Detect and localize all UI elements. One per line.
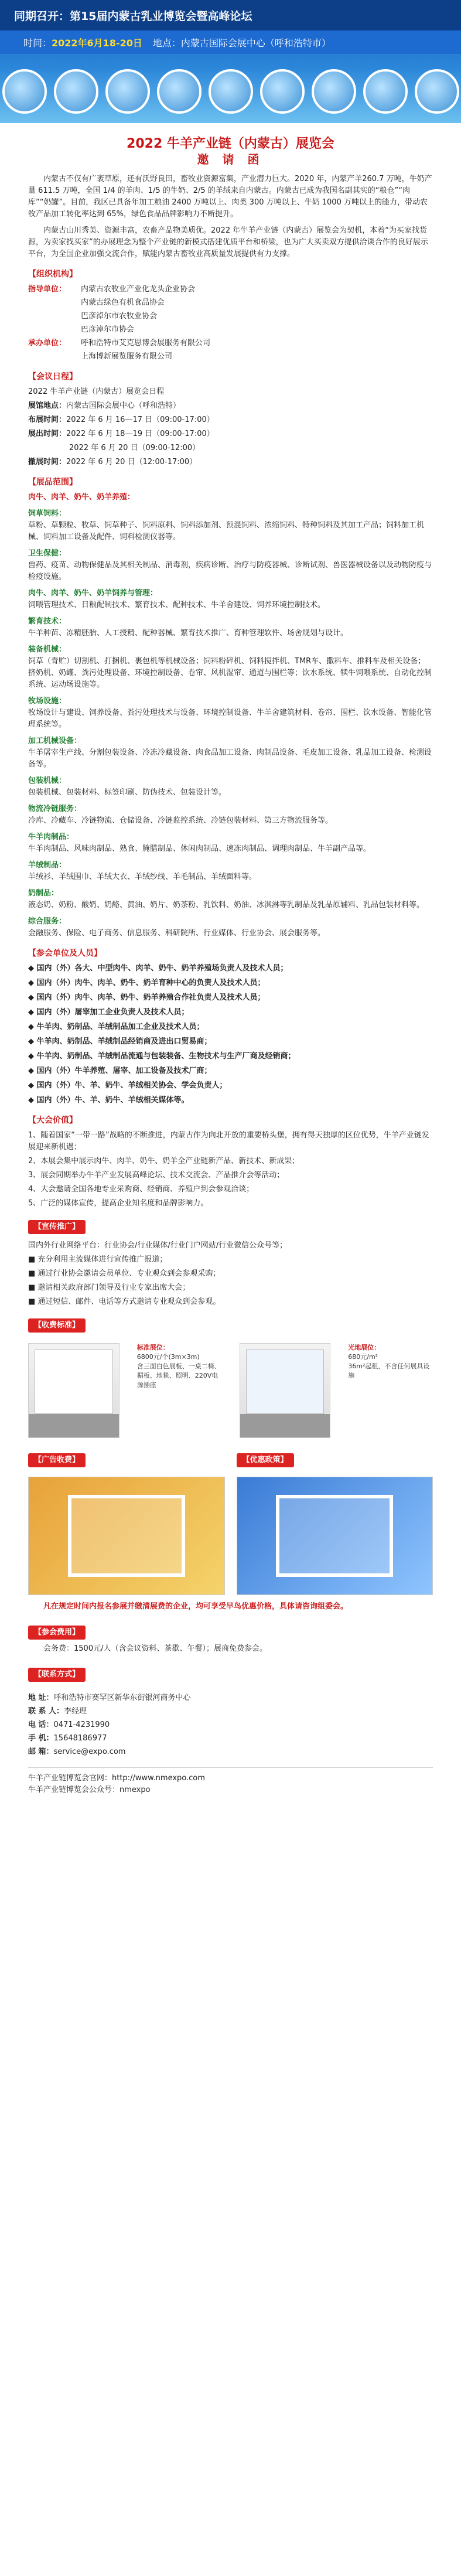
promo-item: ■ 通过短信、邮件、电话等方式邀请专业观众到会参观。 (28, 1297, 221, 1306)
banner-photo (260, 69, 305, 114)
booth-image (28, 1343, 119, 1438)
zone-title: 奶制品： (28, 889, 59, 898)
event-date: 2022年6月18-20日 (52, 37, 142, 49)
zone-text: 草粉、草颗粒、牧草、饲草种子、饲料原料、饲料添加剂、预混饲料、浓缩饲料、特种饲料及其加工产品；饲料加工机械、饲料加工设备及配件、饲料检测仪器等。 (28, 521, 425, 541)
schedule-value: 2022 年 6 月 18—19 日（09:00-17:00） (66, 430, 214, 438)
advantage-item: 4、大会邀请全国各地专业采购商、经销商、养殖户到会参观洽谈； (28, 1185, 254, 1194)
time-label: 时间： (23, 37, 52, 49)
schedule-row (28, 414, 433, 426)
section-title-ads: 【广告收费】 (28, 1453, 86, 1467)
policy-text: 凡在规定时间内报名参展并缴清展费的企业，均可享受早鸟优惠价格，具体请咨询组委会。 (43, 1602, 349, 1611)
section-title-policy: 【优惠政策】 (237, 1453, 294, 1467)
section-title-fees: 【收费标准】 (28, 1318, 86, 1333)
promo-item: ■ 通过行业协会邀请会员单位、专业观众到会参观采购； (28, 1269, 221, 1278)
schedule-value: 内蒙古国际会展中心（呼和浩特） (66, 401, 181, 410)
section-title-scope: 【展品范围】 (28, 478, 77, 487)
booth-info (137, 1343, 222, 1438)
page-subtitle: 邀 请 函 (197, 152, 264, 166)
contact-row (28, 1719, 433, 1731)
zone-title: 牧场设施： (28, 697, 67, 706)
intro-paragraph: 内蒙古山川秀美、资源丰富，农畜产品物美质优。2022 年牛羊产业链（内蒙古）展览会为契机，本着“为买家找货源，为卖家找买家”的办展理念为整个产业链的新模式搭建优质平台和桥梁，也为广大买卖双方提供洽谈合作的良好展示平台，为全国企业加强交流合作，赋能内蒙古畜牧业高质量发展提供有力支撑。 (28, 226, 428, 258)
schedule-label: 撤展时间： (28, 458, 67, 466)
banner-photo (2, 69, 47, 114)
zone-title: 综合服务： (28, 917, 67, 926)
content (0, 138, 461, 1796)
place-label: 地点： (152, 37, 181, 49)
schedule-label: 展馆地点： (28, 401, 67, 410)
zone-text: 牛羊屠宰生产线、分割包装设备、冷冻冷藏设备、肉食品加工设备、肉制品设备、毛皮加工设备、乳品加工设备、检测设备等。 (28, 748, 432, 769)
advantage-list (28, 1130, 433, 1209)
audience-item: ◆ 国内（外）牛、羊、奶牛、羊绒相关媒体等。 (28, 1095, 433, 1106)
ad-images (28, 1477, 433, 1595)
section-title-advantages: 【大会价值】 (28, 1116, 77, 1125)
promo-item: ■ 邀请相关政府部门领导及行业专家出席大会； (28, 1283, 190, 1292)
booth-info (348, 1343, 433, 1438)
zone-title: 物流冷链服务： (28, 805, 82, 813)
organizer-item: 内蒙古农牧业产业化龙头企业协会 (81, 285, 196, 294)
zone-title: 包装机械： (28, 776, 67, 785)
zone-title: 牛羊肉制品： (28, 833, 74, 841)
booth-price: 680元/m² (348, 1353, 378, 1361)
booth-price: 6800元/个(3m×3m) (136, 1353, 200, 1361)
promo-item: ■ 充分利用主流媒体进行宣传推广报道； (28, 1255, 168, 1264)
audience-item: ◆ 国内（外）屠宰加工企业负责人及技术人员； (28, 1007, 433, 1018)
zone-text: 牧场设计与建设、饲养设备、粪污处理技术与设备、环境控制设备、牛羊舍建筑材料、卷帘、围栏、饮水设备、智能化管理系统等。 (28, 708, 432, 729)
contact-row (28, 1746, 433, 1758)
scope-heading: 肉牛、肉羊、奶牛、奶羊养殖： (28, 493, 135, 502)
schedule-row (28, 456, 433, 468)
section-title-organizers: 【组织机构】 (28, 270, 77, 279)
zone-title: 肉牛、肉羊、奶牛、奶羊饲养与管理： (28, 589, 158, 598)
banner-photo (105, 69, 150, 114)
organizer-row (28, 284, 433, 295)
intro-paragraph: 内蒙古不仅有广袤草原，还有沃野良田，畜牧业资源富集，产业潜力巨大。2020 年，内蒙产羊260.7 万吨，牛奶产量 611.5 万吨，全国 1/4 的羊肉、1/5 的牛奶、2/5 的羊绒来自内蒙古。内蒙古已成为我国名副其实的“粮仓”“肉库”“奶罐”。目前，我区已具备年加工粮油 2400 万吨以上、肉类 300 万吨以上、牛奶 1000 万吨以上的能力，带动农牧产品加工转化率达到 65%，绿色食品品牌影响力不断提升。 (28, 175, 432, 219)
contact-label: 手 机： (28, 1734, 54, 1743)
audience-item: ◆ 牛羊肉、奶制品、羊绒制品流通与包装装备、生物技术与生产厂商及经销商； (28, 1051, 433, 1062)
booth-name: 光地展位： (348, 1344, 381, 1351)
policy-image (237, 1477, 433, 1595)
audience-item: ◆ 牛羊肉、奶制品、羊绒制品加工企业及技术人员； (28, 1021, 433, 1033)
schedule-title: 2022 牛羊产业链（内蒙古）展览会日程 (28, 387, 165, 396)
zone-text: 液态奶、奶粉、酸奶、奶酪、黄油、奶片、奶茶粉、乳饮料、奶油、冰淇淋等乳制品及乳品原辅料、乳品包装材料等。 (28, 901, 425, 909)
banner-photo (209, 69, 253, 114)
contact-value: 0471-4231990 (53, 1720, 110, 1729)
banner-photo (54, 69, 98, 114)
zone-title: 加工机械设备： (28, 737, 82, 745)
banner (0, 0, 461, 123)
zone-text: 饲草（青贮）切割机、打捆机、裹包机等机械设备；饲料粉碎机、饲料搅拌机、TMR车、撒料车、推料车及相关设备；挤奶机、奶罐、粪污处理设备、环境控制设备、卷帘、风机湿帘、通道与围栏等；饮水系统、犊牛饲喂系统、自动化控制系统、运动场设施等。 (28, 657, 432, 689)
schedule-row (28, 442, 433, 454)
zone-text: 牛羊肉制品、风味肉制品、熟食、腌腊制品、休闲肉制品、速冻肉制品、调理肉制品、牛羊副产品等。 (28, 844, 371, 853)
organizer-item: 巴彦淖尔市协会 (81, 325, 135, 334)
organizer-label: 承办单位： (28, 339, 67, 347)
audience-item: ◆ 国内（外）牛、羊、奶牛、羊绒相关协会、学会负责人； (28, 1080, 433, 1092)
contact-label: 电 话： (28, 1720, 54, 1729)
event-place: 内蒙古国际会展中心（呼和浩特市） (180, 37, 331, 49)
zone-title: 装备机械： (28, 645, 67, 654)
contact-label: 邮 箱： (28, 1747, 54, 1756)
promo-list (28, 1240, 433, 1308)
audience-item: ◆ 国内（外）牛羊养殖、屠宰、加工设备及技术厂商； (28, 1065, 433, 1077)
zone-title: 卫生保健： (28, 549, 67, 558)
banner-headline (0, 0, 461, 30)
contact-row (28, 1706, 433, 1718)
banner-photo (312, 69, 356, 114)
zone-text: 饲喂管理技术、日粮配制技术、繁育技术、配种技术、牛羊舍建设、饲养环境控制技术。 (28, 601, 326, 609)
ad-headers (28, 1445, 433, 1471)
zone-title: 饲草饲料： (28, 509, 67, 518)
audience-item: ◆ 国内（外）肉牛、肉羊、奶牛、奶羊养殖合作社负责人及技术人员； (28, 992, 433, 1004)
booth-image (240, 1343, 331, 1438)
audience-item: ◆ 牛羊肉、奶制品、羊绒制品经销商及进出口贸易商； (28, 1036, 433, 1048)
banner-info (0, 30, 461, 54)
banner-photos (0, 69, 461, 114)
zone-text: 冷库、冷藏车、冷链物流、仓储设备、冷链监控系统、冷链包装材料、第三方物流服务等。 (28, 816, 333, 825)
schedule-label: 展出时间： (28, 430, 67, 438)
schedule-row (28, 400, 433, 412)
audience-item: ◆ 国内（外）各大、中型肉牛、肉羊、奶牛、奶羊养殖场负责人及技术人员； (28, 963, 433, 974)
organizer-row (28, 338, 433, 349)
footer-website[interactable]: 牛羊产业链博览会官网：http://www.nmexpo.com (28, 1774, 205, 1783)
schedule-label: 布展时间： (28, 415, 67, 424)
zone-text: 包装机械、包装材料、标签印刷、防伪技术、包装设计等。 (28, 788, 227, 797)
section-title-contact: 【联系方式】 (28, 1668, 86, 1682)
zone-text: 羊绒衫、羊绒围巾、羊绒大衣、羊绒纱线、羊毛制品、羊绒面料等。 (28, 873, 257, 881)
advantage-item: 2、本展会集中展示肉牛、肉羊、奶牛、奶羊全产业链新产品、新技术、新成果； (28, 1157, 300, 1166)
contact-value: 李经理 (64, 1707, 87, 1716)
contact-label: 联 系 人： (28, 1707, 64, 1716)
contact-label: 地 址： (28, 1694, 54, 1702)
contact-value: 呼和浩特市赛罕区新华东街银河商务中心 (53, 1694, 191, 1702)
zone-text: 兽药、疫苗、动物保健品及其相关制品、消毒剂，疾病诊断、治疗与防疫器械、诊断试剂、兽医器械设备以及动物防疫与检疫设施。 (28, 561, 432, 581)
footer-wechat: 牛羊产业链博览会公众号：nmexpo (28, 1786, 151, 1794)
contact-row (28, 1733, 433, 1744)
zone-title: 繁育技术： (28, 617, 67, 626)
audience-item: ◆ 国内（外）肉牛、肉羊、奶牛、奶羊育种中心的负责人及技术人员； (28, 977, 433, 989)
booth-note: 36m²起租，不含任何展具设施 (348, 1362, 430, 1379)
ticket-text: 会务费：1500元/人（含会议资料、茶歇、午餐）；展商免费参会。 (43, 1644, 267, 1653)
banner-photo (363, 69, 408, 114)
booth-options (28, 1343, 433, 1438)
ad-image (28, 1477, 225, 1595)
organizer-item: 巴彦淖尔市农牧业协会 (81, 312, 158, 321)
banner-photo (157, 69, 202, 114)
organizer-label: 指导单位： (28, 285, 67, 294)
contact-value: 15648186977 (53, 1734, 107, 1743)
page-title: 2022 牛羊产业链（内蒙古）展览会 (127, 137, 334, 151)
booth-name: 标准展位： (136, 1344, 169, 1351)
schedule-value: 2022 年 6 月 16—17 日（09:00-17:00） (66, 415, 214, 424)
contact-value: service@expo.com (53, 1747, 126, 1756)
organizer-item: 上海博新展览服务有限公司 (81, 352, 173, 361)
advantage-item: 3、展会同期举办牛羊产业发展高峰论坛、技术交流会、产品推介会等活动； (28, 1171, 285, 1180)
advantage-item: 1、随着国家“一带一路”战略的不断推进，内蒙古作为向北开放的重要桥头堡，拥有得天独厚的区位优势，牛羊产业链发展迎来新机遇； (28, 1131, 429, 1151)
zone-text: 金融服务、保险、电子商务、信息服务、科研院所、行业媒体、行业协会、展会服务等。 (28, 929, 326, 938)
contact-list (28, 1692, 433, 1758)
zone-text: 牛羊种苗、冻精胚胎、人工授精、配种器械、繁育技术推广、育种管理软件、场舍规划与设计。 (28, 629, 349, 638)
contact-row (28, 1692, 433, 1704)
schedule-value: 2022 年 6 月 20 日（12:00-17:00） (66, 458, 197, 466)
banner-photo (415, 69, 459, 114)
organizer-item: 呼和浩特市艾克思博会展服务有限公司 (81, 339, 211, 347)
zone-title: 羊绒制品： (28, 861, 67, 870)
section-title-audience: 【参会单位及人员】 (28, 949, 102, 958)
advantage-item: 5、广泛的媒体宣传，提高企业知名度和品牌影响力。 (28, 1199, 209, 1208)
section-title-ticket: 【参会费用】 (28, 1626, 86, 1640)
footer (28, 1767, 433, 1796)
section-title-schedule: 【会议日程】 (28, 372, 77, 381)
audience-list (28, 963, 433, 1106)
promo-item: 国内外行业网络平台：行业协会/行业媒体/行业门户网站/行业微信公众号等； (28, 1241, 288, 1250)
banner-prefix: 同期召开：第15届内蒙古乳业博览会暨高峰论坛 (14, 9, 252, 23)
schedule-value: 2022 年 6 月 20 日（09:00-12:00） (69, 444, 200, 452)
zone-list (28, 508, 433, 939)
section-title-promo: 【宣传推广】 (28, 1220, 86, 1234)
booth-note: 含三面白色展板、一桌二椅、楣板、地毯、照明、220V电源插座 (136, 1362, 221, 1389)
schedule-row (28, 428, 433, 440)
organizer-item: 内蒙古绿色有机食品协会 (81, 298, 165, 307)
